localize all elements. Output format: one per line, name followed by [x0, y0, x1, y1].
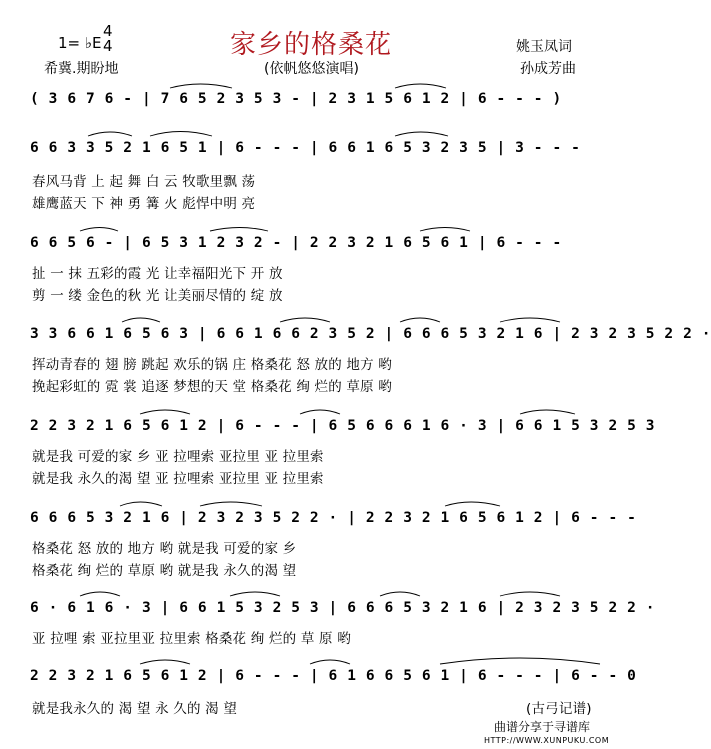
notation-row-5: 2 2 3 2 1 6 5 6 1 2 | 6 - - - | 6 5 6 6 6 1 6 · 3 | 6 6 1 5 3 2 5 3: [30, 418, 656, 434]
lyric-row-3-verse-2: 剪 一 缕 金色的秋 光 让美丽尽情的 绽 放: [32, 288, 283, 304]
lyric-row-3-verse-1: 扯 一 抹 五彩的霞 光 让幸福阳光下 开 放: [32, 266, 283, 282]
lyricist: 姚玉凤词: [516, 39, 572, 55]
notation-row-4: 3 3 6 6 1 6 5 6 3 | 6 6 1 6 6 2 3 5 2 | 6 6 6 5 3 2 1 6 | 2 3 2 3 5 2 2 ·: [30, 326, 711, 342]
notation-row-8: 2 2 3 2 1 6 5 6 1 2 | 6 - - - | 6 1 6 6 5 6 1 | 6 - - - | 6 - - 0: [30, 668, 637, 684]
notation-row-2: 6 6 3 3 5 2 1 6 5 1 | 6 - - - | 6 6 1 6 5 3 2 3 5 | 3 - - -: [30, 140, 581, 156]
transcriber-credit: (古弓记谱): [526, 701, 592, 717]
notation-row-7: 6 · 6 1 6 · 3 | 6 6 1 5 3 2 5 3 | 6 6 6 5 3 2 1 6 | 2 3 2 3 5 2 2 ·: [30, 600, 656, 616]
lyric-row-5-verse-1: 就是我 可爱的家 乡 亚 拉哩索 亚拉里 亚 拉里索: [32, 449, 324, 465]
lyric-row-2-verse-1: 春风马背 上 起 舞 白 云 牧歌里飘 荡: [32, 174, 256, 190]
site-url[interactable]: HTTP://WWW.XUNPUKU.COM: [484, 736, 610, 745]
site-name: 曲谱分享于寻谱库: [494, 720, 591, 734]
lyric-row-6-verse-1: 格桑花 怒 放的 地方 哟 就是我 可爱的家 乡: [32, 541, 297, 557]
lyric-row-8: 就是我永久的 渴 望 永 久的 渴 望: [32, 701, 238, 717]
performer: (依帆悠悠演唱): [264, 61, 359, 77]
notation-row-1: ( 3 6 7 6 - | 7 6 5 2 3 5 3 - | 2 3 1 5 6 1 2 | 6 - - - ): [30, 91, 562, 107]
time-signature-bottom: 4: [103, 37, 113, 55]
key-signature: 1= ♭E: [58, 34, 102, 52]
notation-row-6: 6 6 6 5 3 2 1 6 | 2 3 2 3 5 2 2 · | 2 2 3 2 1 6 5 6 1 2 | 6 - - -: [30, 510, 637, 526]
time-signature-top: 4: [103, 22, 113, 40]
lyric-row-4-verse-2: 挽起彩虹的 霓 裳 追逐 梦想的天 堂 格桑花 绚 烂的 草原 哟: [32, 379, 393, 395]
composer: 孙成芳曲: [520, 61, 576, 77]
lyric-row-2-verse-2: 雄鹰蓝天 下 神 勇 篝 火 彪悍中明 亮: [32, 196, 256, 212]
lyric-row-7: 亚 拉哩 索 亚拉里亚 拉里索 格桑花 绚 烂的 草 原 哟: [32, 631, 351, 647]
song-title: 家乡的格桑花: [230, 30, 393, 60]
notation-row-3: 6 6 5 6 - | 6 5 3 1 2 3 2 - | 2 2 3 2 1 6 5 6 1 | 6 - - -: [30, 235, 562, 251]
lyric-row-6-verse-2: 格桑花 绚 烂的 草原 哟 就是我 永久的渴 望: [32, 563, 297, 579]
lyric-row-5-verse-2: 就是我 永久的渴 望 亚 拉哩索 亚拉里 亚 拉里索: [32, 471, 324, 487]
expression-mark: 希冀.期盼地: [44, 61, 119, 77]
lyric-row-4-verse-1: 挥动青春的 翅 膀 跳起 欢乐的锅 庄 格桑花 怒 放的 地方 哟: [32, 357, 393, 373]
